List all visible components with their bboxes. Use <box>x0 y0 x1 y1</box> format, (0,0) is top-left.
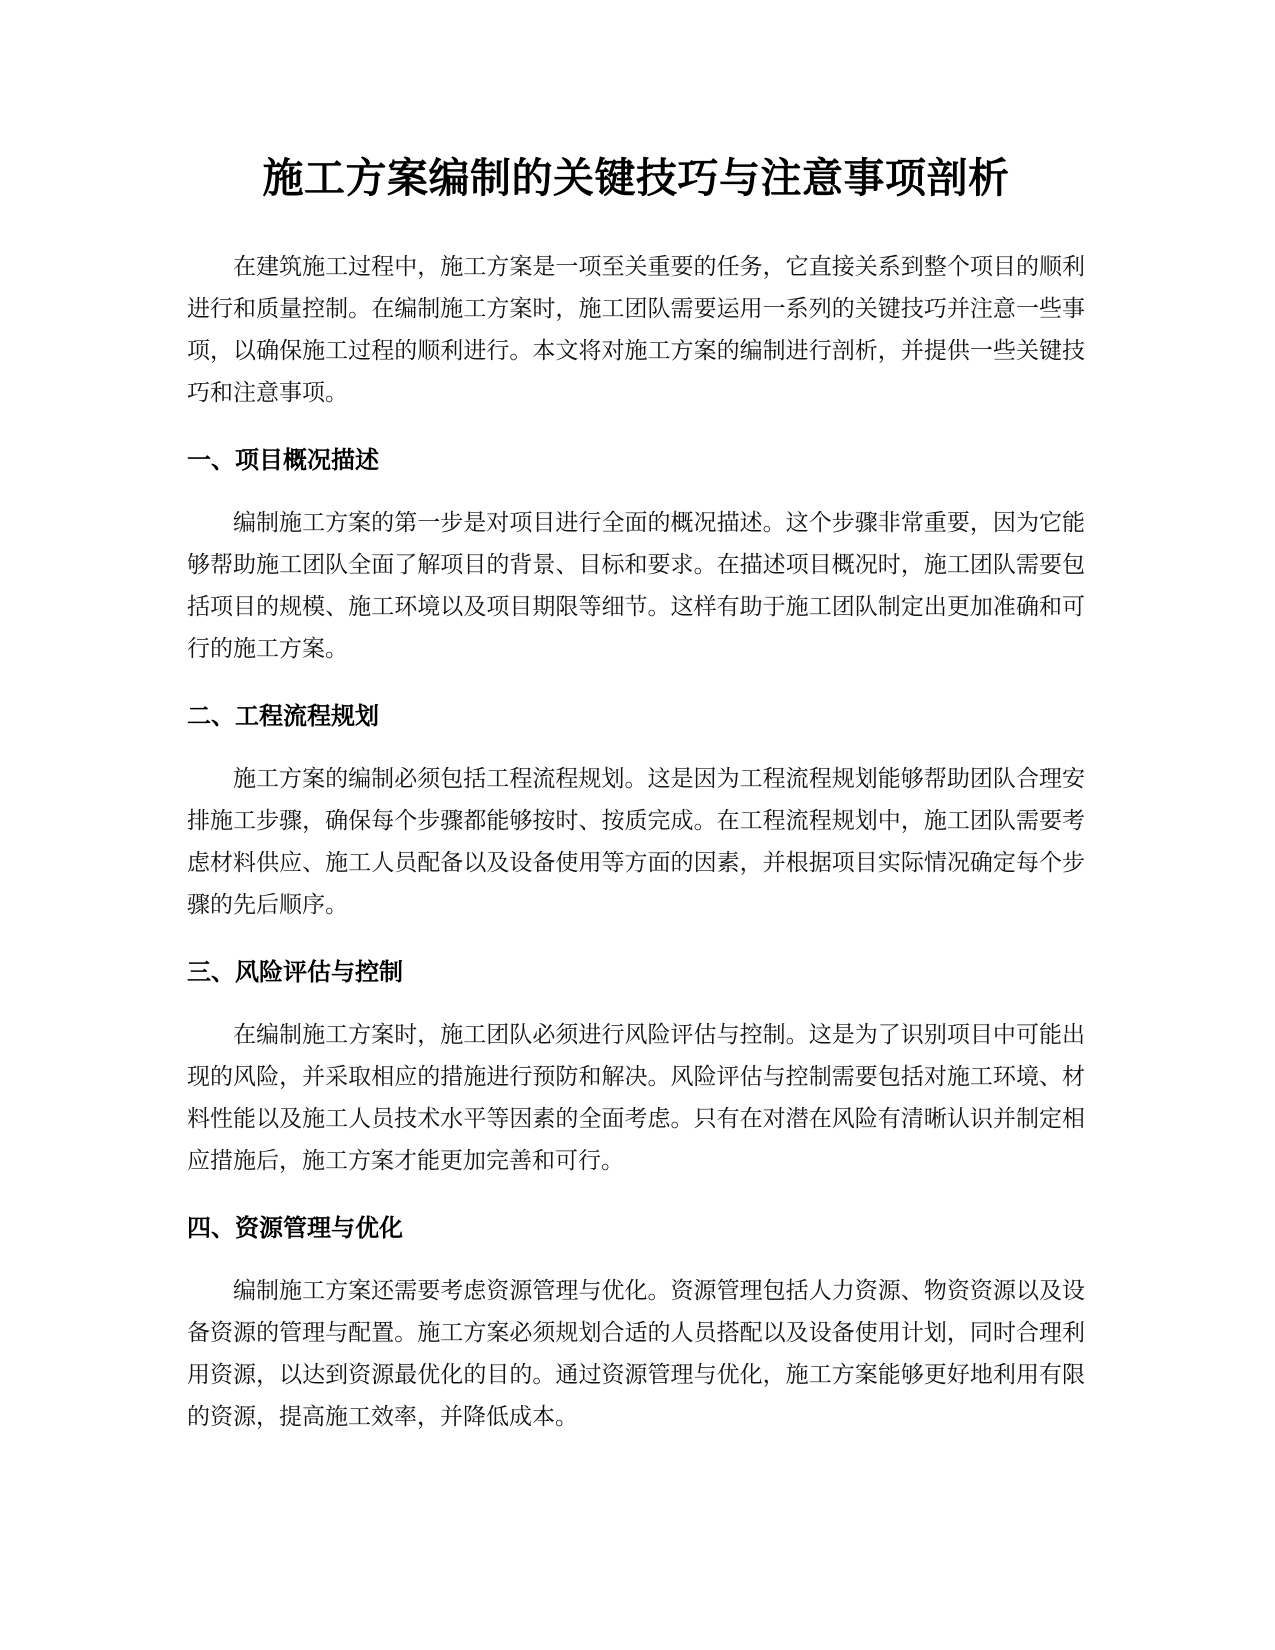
section-heading: 三、风险评估与控制 <box>187 958 403 986</box>
section-heading: 四、资源管理与优化 <box>187 1214 403 1242</box>
section-resource-management <box>187 1210 1085 1438</box>
section-paragraph: 编制施工方案的第一步是对项目进行全面的概况描述。这个步骤非常重要，因为它能够帮助施工团队全面了解项目的背景、目标和要求。在描述项目概况时，施工团队需要包括项目的规模、施工环境以及项目期限等细节。这样有助于施工团队制定出更加准确和可行的施工方案。 <box>187 510 1085 662</box>
section-paragraph: 在编制施工方案时，施工团队必须进行风险评估与控制。这是为了识别项目中可能出现的风险，并采取相应的措施进行预防和解决。风险评估与控制需要包括对施工环境、材料性能以及施工人员技术水平等因素的全面考虑。只有在对潜在风险有清晰认识并制定相应措施后，施工方案才能更加完善和可行。 <box>187 1022 1085 1174</box>
section-process-planning <box>187 698 1085 926</box>
section-paragraph: 编制施工方案还需要考虑资源管理与优化。资源管理包括人力资源、物资资源以及设备资源的管理与配置。施工方案必须规划合适的人员搭配以及设备使用计划，同时合理利用资源，以达到资源最优化的目的。通过资源管理与优化，施工方案能够更好地利用有限的资源，提高施工效率，并降低成本。 <box>187 1278 1085 1430</box>
section-paragraph: 施工方案的编制必须包括工程流程规划。这是因为工程流程规划能够帮助团队合理安排施工步骤，确保每个步骤都能够按时、按质完成。在工程流程规划中，施工团队需要考虑材料供应、施工人员配备以及设备使用等方面的因素，并根据项目实际情况确定每个步骤的先后顺序。 <box>187 766 1085 918</box>
section-risk-assessment <box>187 954 1085 1182</box>
section-project-overview <box>187 442 1085 670</box>
section-heading: 一、项目概况描述 <box>187 446 379 474</box>
document-title: 施工方案编制的关键技巧与注意事项剖析 <box>262 154 1010 202</box>
intro-paragraph: 在建筑施工过程中，施工方案是一项至关重要的任务，它直接关系到整个项目的顺利进行和质量控制。在编制施工方案时，施工团队需要运用一系列的关键技巧并注意一些事项，以确保施工过程的顺利进行。本文将对施工方案的编制进行剖析，并提供一些关键技巧和注意事项。 <box>187 254 1085 406</box>
section-heading: 二、工程流程规划 <box>187 702 379 730</box>
